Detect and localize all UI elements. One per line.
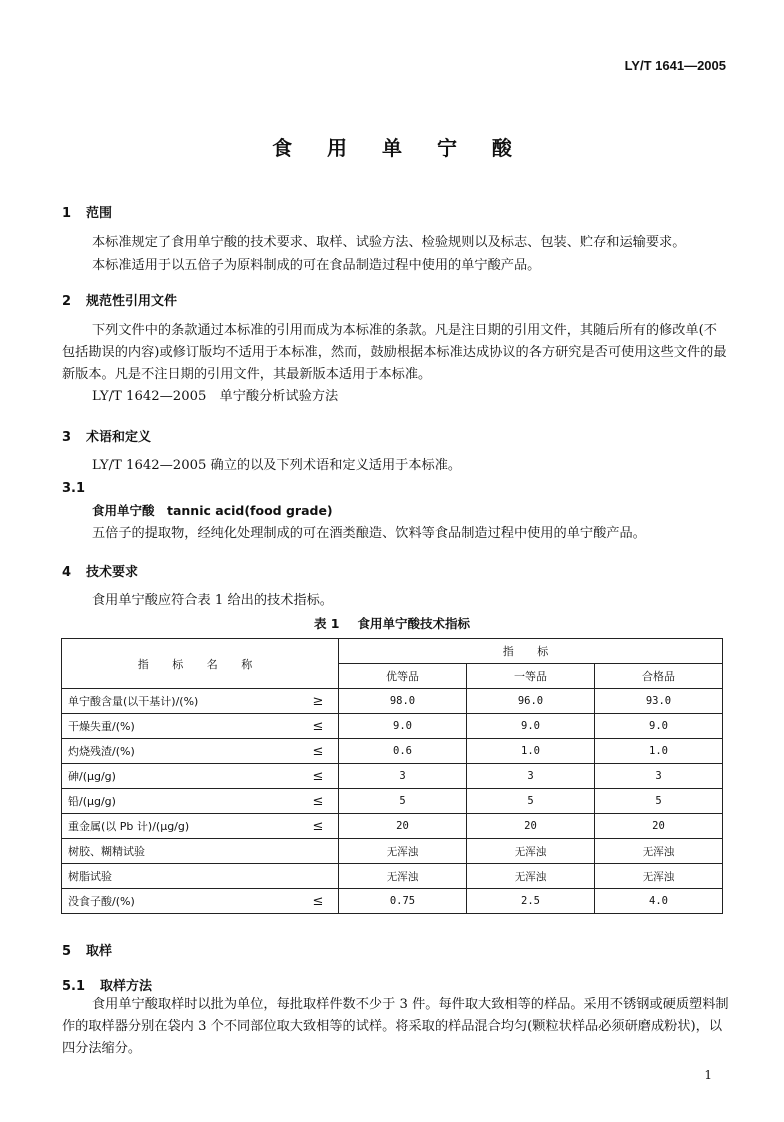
technical-index-table bbox=[61, 638, 723, 914]
table-row: 没食子酸/(%) ≤ 0.75 2.5 4.0 bbox=[62, 889, 723, 914]
table-row: 树脂试验 无浑浊 无浑浊 无浑浊 bbox=[62, 864, 723, 889]
section-1-paragraph-1: 本标准规定了食用单宁酸的技术要求、取样、试验方法、检验规则以及标志、包装、贮存和运输要求。 bbox=[92, 235, 686, 250]
table-row: 灼烧残渣/(%) ≤ 0.6 1.0 1.0 bbox=[62, 739, 723, 764]
section-4-heading: 4 技术要求 bbox=[62, 565, 139, 580]
table-row: 干燥失重/(%) ≤ 9.0 9.0 9.0 bbox=[62, 714, 723, 739]
table-row: 树胶、糊精试验 无浑浊 无浑浊 无浑浊 bbox=[62, 839, 723, 864]
section-1-heading: 1 范围 bbox=[62, 206, 113, 221]
term-label: 食用单宁酸 tannic acid(food grade) bbox=[92, 503, 333, 518]
section-3-paragraph: LY/T 1642—2005 确立的以及下列术语和定义适用于本标准。 bbox=[92, 458, 462, 473]
header-grade-qualified: 合格品 bbox=[595, 664, 723, 689]
section-2-heading: 2 规范性引用文件 bbox=[62, 294, 178, 309]
section-3-heading: 3 术语和定义 bbox=[62, 430, 152, 445]
section-4-paragraph: 食用单宁酸应符合表 1 给出的技术指标。 bbox=[92, 593, 333, 608]
term-definition: 五倍子的提取物，经纯化处理制成的可在酒类酿造、饮料等食品制造过程中使用的单宁酸产品。 bbox=[92, 526, 646, 541]
section-2-paragraph: 下列文件中的条款通过本标准的引用而成为本标准的条款。凡是注日期的引用文件，其随后所有的修改单(不包括勘误的内容)或修订版均不适用于本标准，然而，鼓励根据本标准达成协议的各方研究是否可使用这些文件的最新版本。凡是不注日期的引用文件，其最新版本适用于本标准。 bbox=[62, 323, 727, 382]
header-index-name: 指 标 名 称 bbox=[62, 639, 339, 689]
normative-reference: LY/T 1642—2005 单宁酸分析试验方法 bbox=[92, 389, 339, 404]
subsection-5-1-heading: 5.1 取样方法 bbox=[62, 979, 153, 994]
section-5-1-paragraph: 食用单宁酸取样时以批为单位，每批取样件数不少于 3 件。每件取大致相等的样品。采用不锈钢或硬质塑料制作的取样器分别在袋内 3 个不同部位取大致相等的试样。将采取的样品混合均匀(颗粒状样品必须研磨成粉状)，以四分法缩分。 bbox=[62, 997, 729, 1056]
header-grade-premium: 优等品 bbox=[339, 664, 467, 689]
table-row: 砷/(μg/g) ≤ 3 3 3 bbox=[62, 764, 723, 789]
table-title: 食用单宁酸技术指标 bbox=[357, 616, 471, 631]
subsection-3-1-number: 3.1 bbox=[62, 481, 86, 496]
page-number: 1 bbox=[704, 1068, 712, 1082]
header-index-group: 指 标 bbox=[339, 639, 723, 664]
section-1-paragraph-2: 本标准适用于以五倍子为原料制成的可在食品制造过程中使用的单宁酸产品。 bbox=[92, 258, 541, 273]
standard-code: LY/T 1641—2005 bbox=[624, 58, 726, 73]
table-caption bbox=[0, 614, 784, 632]
document-title: 食 用 单 宁 酸 bbox=[272, 136, 526, 160]
header-grade-first: 一等品 bbox=[467, 664, 595, 689]
table-row: 铅/(μg/g) ≤ 5 5 5 bbox=[62, 789, 723, 814]
table-row: 重金属(以 Pb 计)/(μg/g) ≤ 20 20 20 bbox=[62, 814, 723, 839]
table-number: 表 1 bbox=[313, 616, 340, 631]
section-5-heading: 5 取样 bbox=[62, 944, 113, 959]
term-entry bbox=[92, 500, 730, 523]
table-row: 单宁酸含量(以干基计)/(%) ≥ 98.0 96.0 93.0 bbox=[62, 689, 723, 714]
